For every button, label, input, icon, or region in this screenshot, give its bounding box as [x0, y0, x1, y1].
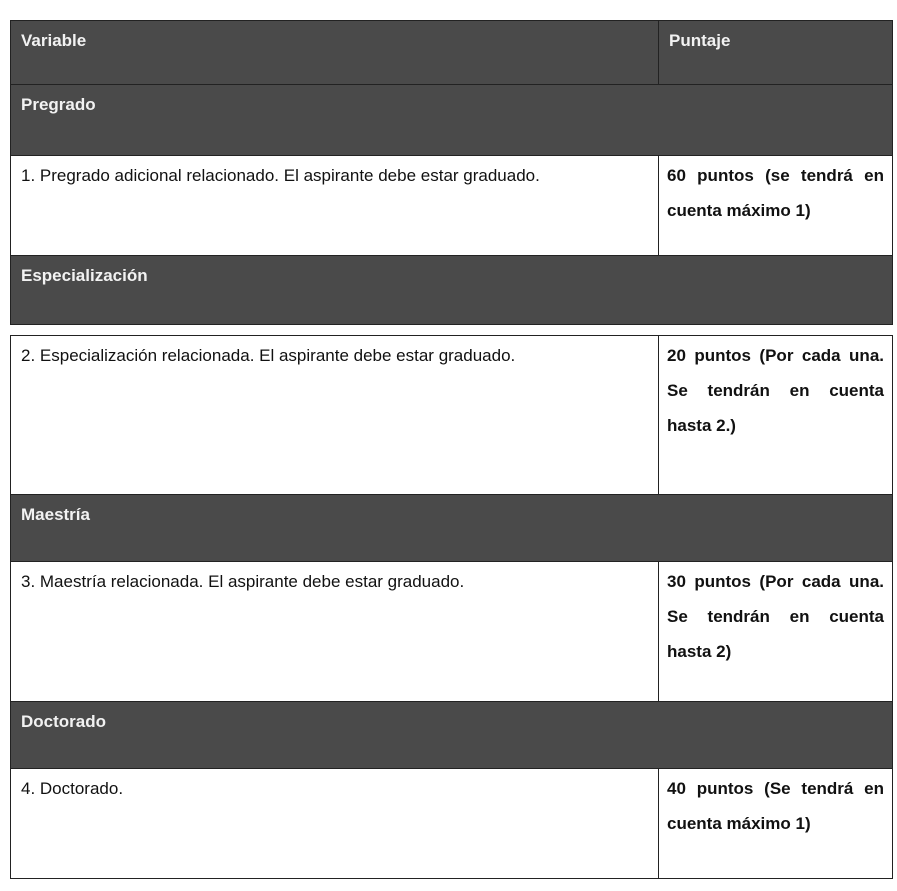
- item-score: 60 puntos (se tendrá en cuenta máximo 1): [659, 156, 893, 256]
- section-title: Maestría: [11, 495, 893, 562]
- item-row-pregrado: [11, 156, 893, 256]
- section-title: Pregrado: [11, 85, 893, 156]
- score-table-part-1: [10, 20, 893, 325]
- table-header-row: [11, 21, 893, 85]
- header-variable: Variable: [11, 21, 659, 85]
- item-score: 40 puntos (Se tendrá en cuenta máximo 1): [659, 769, 893, 879]
- section-row-especializacion: [11, 256, 893, 325]
- section-title: Especialización: [11, 256, 893, 325]
- item-row-maestria: [11, 562, 893, 702]
- item-description: 1. Pregrado adicional relacionado. El aspirante debe estar graduado.: [11, 156, 659, 256]
- item-score: 30 puntos (Por cada una. Se tendrán en cuenta hasta 2): [659, 562, 893, 702]
- section-row-maestria: [11, 495, 893, 562]
- section-row-doctorado: [11, 702, 893, 769]
- item-description: 3. Maestría relacionada. El aspirante debe estar graduado.: [11, 562, 659, 702]
- item-row-especializacion: [11, 336, 893, 495]
- score-table-part-2: [10, 335, 893, 879]
- header-score: Puntaje: [659, 21, 893, 85]
- item-score: 20 puntos (Por cada una. Se tendrán en cuenta hasta 2.): [659, 336, 893, 495]
- item-row-doctorado: [11, 769, 893, 879]
- item-description: 4. Doctorado.: [11, 769, 659, 879]
- section-row-pregrado: [11, 85, 893, 156]
- item-description: 2. Especialización relacionada. El aspirante debe estar graduado.: [11, 336, 659, 495]
- section-title: Doctorado: [11, 702, 893, 769]
